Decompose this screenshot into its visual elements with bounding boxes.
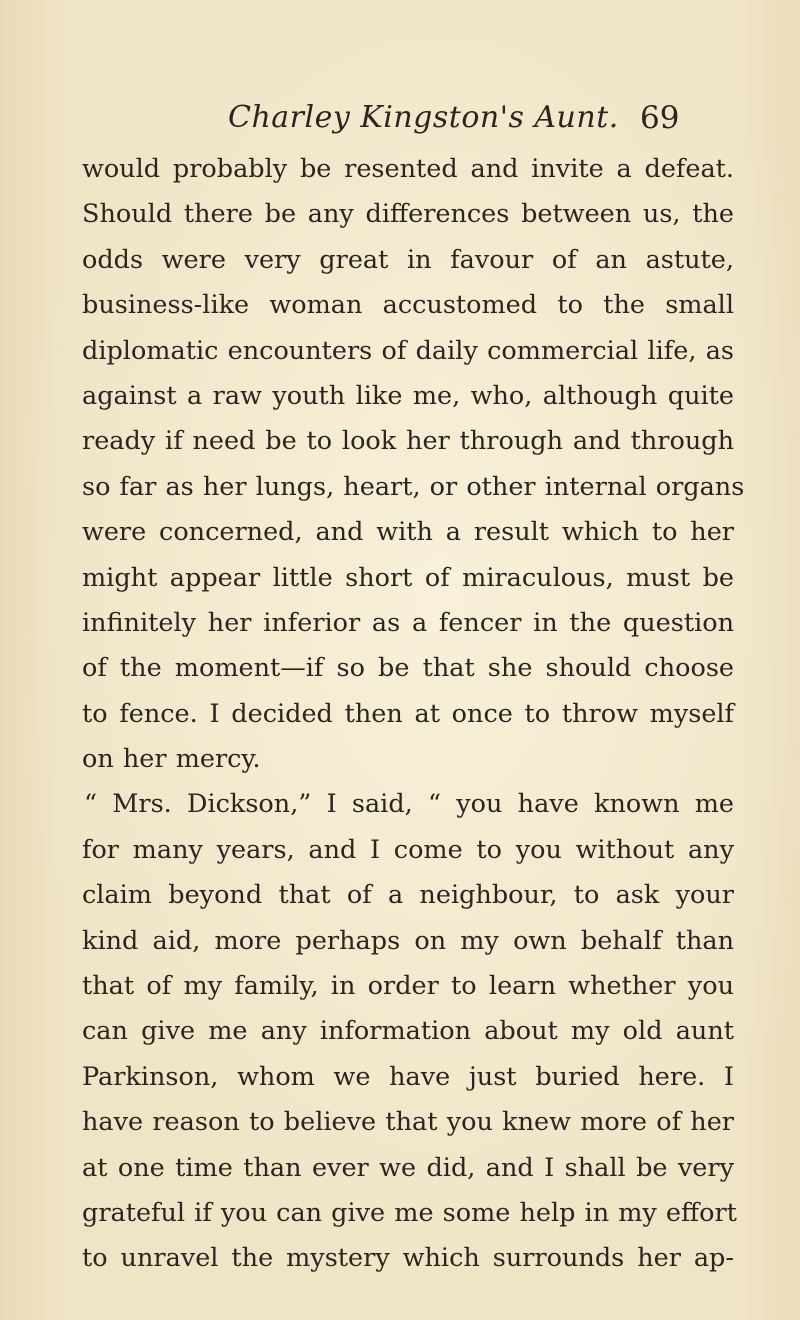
text-line: of the moment—if so be that she should choose xyxy=(82,653,734,684)
text-line: so far as her lungs, heart, or other internal organs xyxy=(82,471,745,502)
text-line: ready if need be to look her through and through xyxy=(82,426,734,457)
body-text xyxy=(82,147,745,1282)
text-line: Parkinson, whom we have just buried here. I xyxy=(82,1061,734,1092)
text-line: grateful if you can give me some help in my effort xyxy=(82,1197,737,1228)
running-title: Charley Kingston's Aunt. xyxy=(228,100,619,135)
running-head xyxy=(0,100,800,140)
text-line: Should there be any differences between us, the xyxy=(82,199,734,230)
text-line: might appear little short of miraculous, must be xyxy=(82,562,734,593)
text-line: odds were very great in favour of an astute, xyxy=(82,244,734,275)
text-line: kind aid, more perhaps on my own behalf than xyxy=(82,925,734,956)
text-line: have reason to believe that you knew more of her xyxy=(82,1107,734,1138)
text-line: diplomatic encounters of daily commercial life, as xyxy=(82,335,734,366)
text-line: that of my family, in order to learn whether you xyxy=(82,971,734,1002)
text-line: to fence. I decided then at once to throw myself xyxy=(82,698,734,729)
text-line: infinitely her inferior as a fencer in the question xyxy=(82,607,734,638)
text-line: to unravel the mystery which surrounds her ap- xyxy=(82,1243,734,1274)
text-line: claim beyond that of a neighbour, to ask your xyxy=(82,880,734,911)
text-line: were concerned, and with a result which to her xyxy=(82,517,734,548)
text-line: for many years, and I come to you without any xyxy=(82,834,734,865)
text-line: can give me any information about my old aunt xyxy=(82,1016,734,1047)
text-line: on her mercy. xyxy=(82,744,261,775)
page-number: 69 xyxy=(640,100,680,136)
text-line: business-like woman accustomed to the small xyxy=(82,290,734,321)
text-line: would probably be resented and invite a defeat. xyxy=(82,154,734,184)
text-line: against a raw youth like me, who, although quite xyxy=(82,380,734,411)
text-line: “ Mrs. Dickson,” I said, “ you have known me xyxy=(84,789,734,820)
text-line: at one time than ever we did, and I shall be very xyxy=(82,1152,734,1183)
